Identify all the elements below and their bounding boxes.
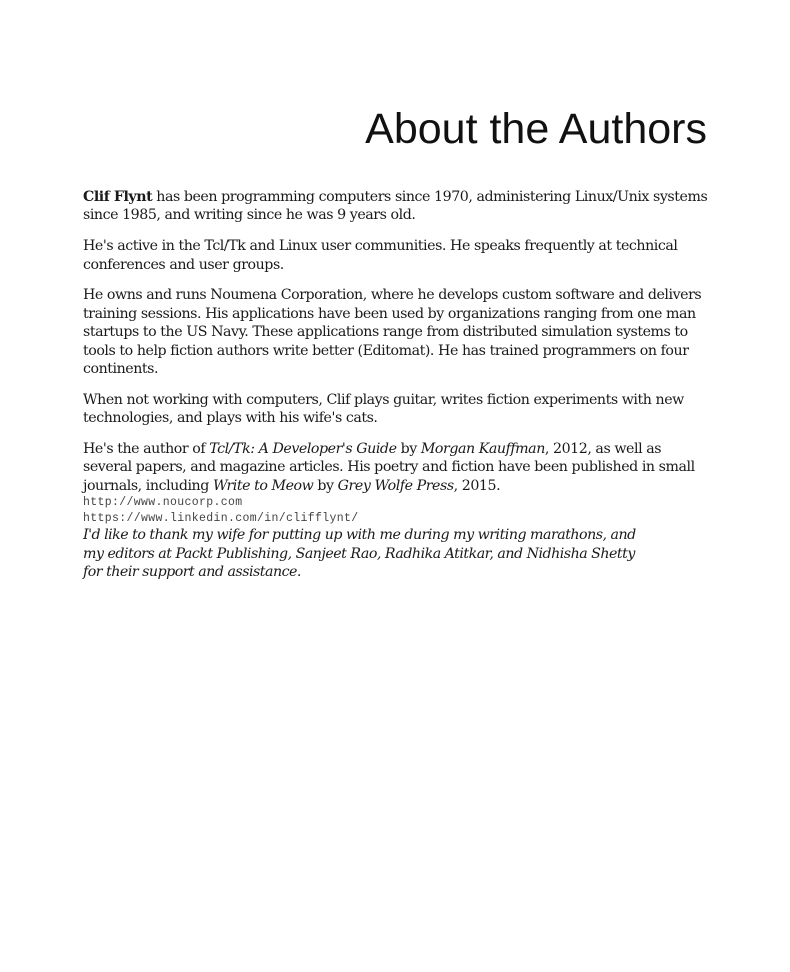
website-link[interactable]: http://www.noucorp.com (83, 496, 243, 510)
author-bio (83, 188, 711, 594)
pub-text-3: , 2012, as well as several papers, and magazine articles. His poetry and fiction have been published in small journals, including (83, 441, 695, 494)
bio-paragraph-company: He owns and runs Noumena Corporation, where he develops custom software and delivers training sessions. His applications have been used by organizations ranging from one man startups to the US Navy. These applications range from distributed simulation systems to tools to help fiction authors write better (Editomat). He has trained programmers on four continents. (83, 287, 702, 378)
book-title-meow: Write to Meow (212, 477, 314, 494)
bio-paragraph-hobbies: When not working with computers, Clif plays guitar, writes fiction experiments with new technologies, and plays with his wife's cats. (83, 391, 684, 427)
pub-text-1: He's the author of (83, 441, 210, 458)
pub-text-5: , 2015. (453, 477, 501, 494)
linkedin-link[interactable]: https://www.linkedin.com/in/clifflynt/ (83, 511, 359, 525)
bio-paragraph-intro (83, 188, 711, 225)
publisher-morgan: Morgan Kauffman (420, 441, 545, 458)
page-title: About the Authors (365, 105, 707, 153)
pub-text-2: by (396, 441, 421, 458)
pub-text-4: by (313, 477, 338, 494)
publisher-grey-wolfe: Grey Wolfe Press (337, 477, 454, 494)
bio-paragraph-community: He's active in the Tcl/Tk and Linux user communities. He speaks frequently at technical conferences and user groups. (83, 238, 678, 273)
intro-text: has been programming computers since 1970, administering Linux/Unix systems since 1985, and writing since he was 9 years old. (83, 189, 708, 224)
acknowledgements: I'd like to thank my wife for putting up with me during my writing marathons, and my editors at Packt Publishing, Sanjeet Rao, Radhika Atitkar, and Nidhisha Shetty for their support and assistance. (83, 527, 636, 581)
author-name: Clif Flynt (83, 189, 153, 205)
bio-paragraph-publications (83, 440, 711, 495)
book-title-tcl: Tcl/Tk: A Developer's Guide (209, 441, 397, 458)
